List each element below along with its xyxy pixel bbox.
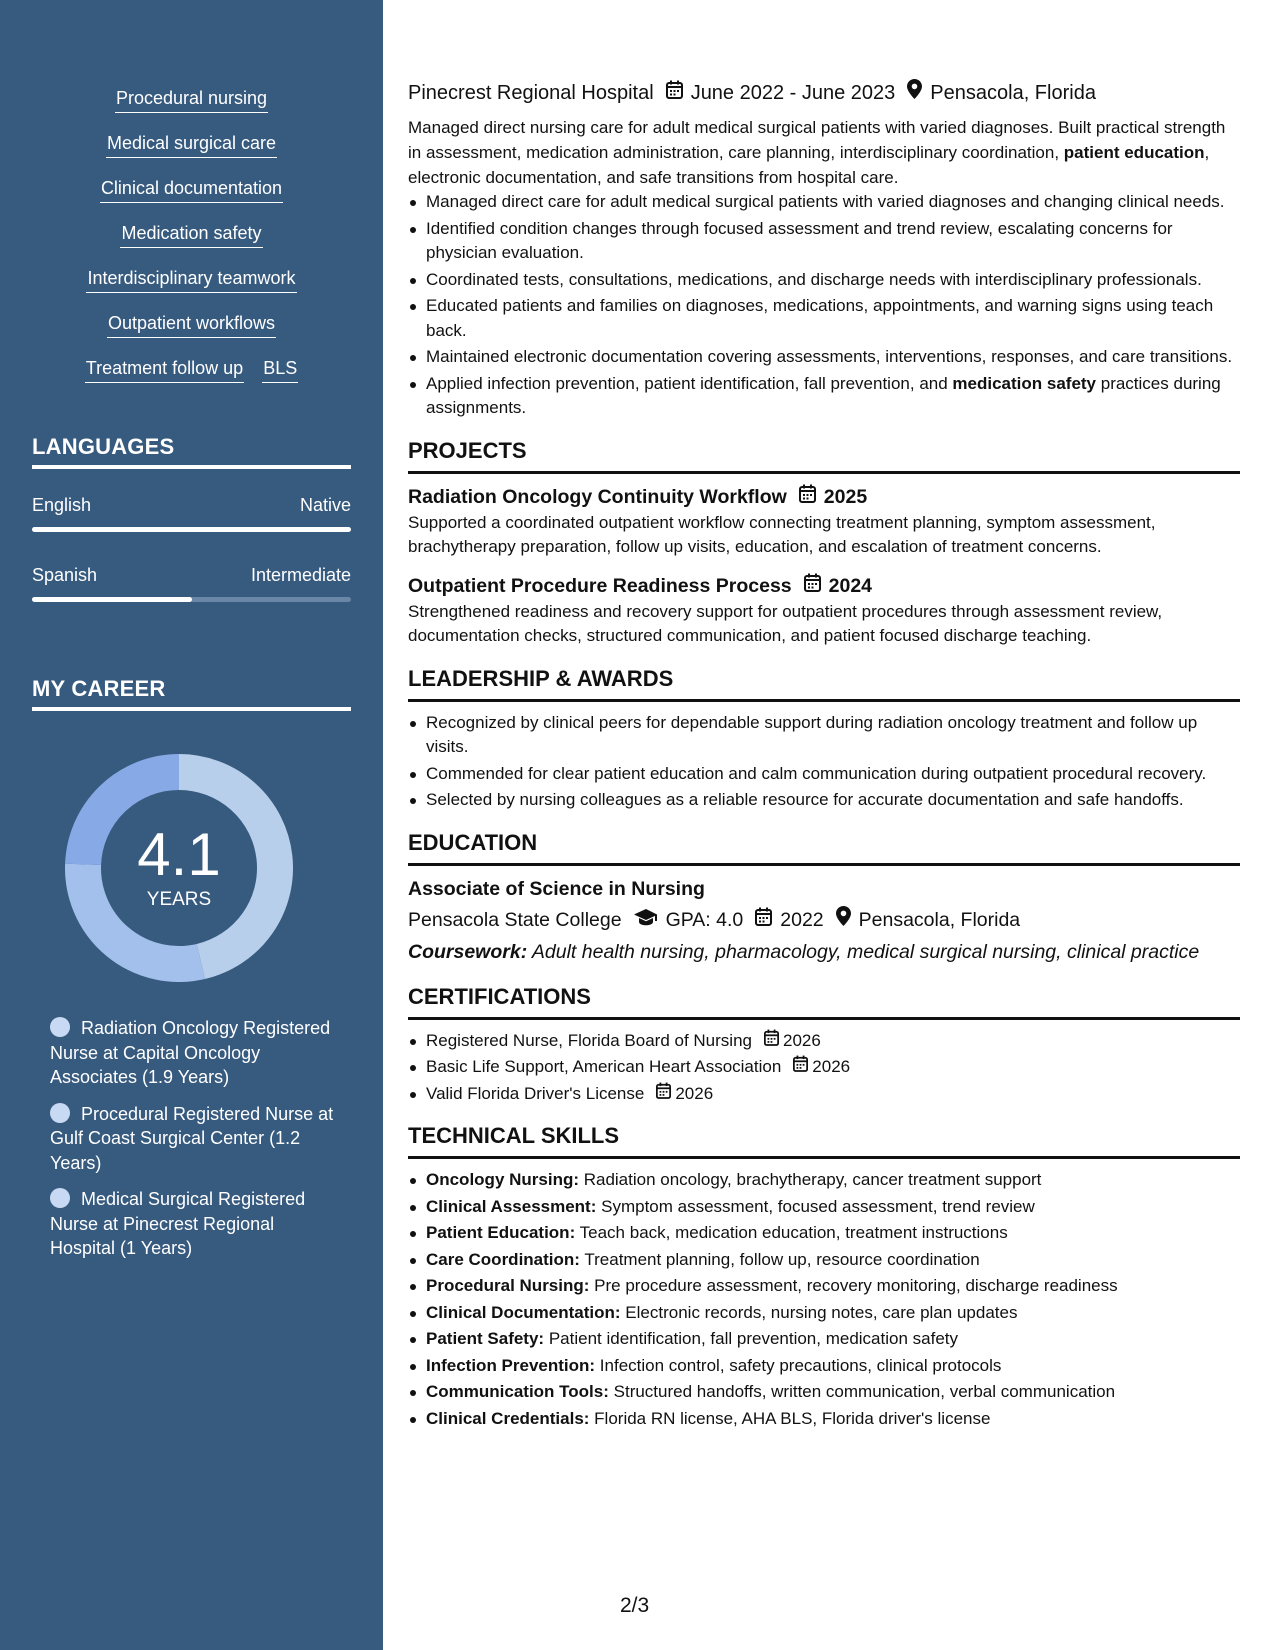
location-pin-icon xyxy=(836,905,851,935)
technical-skill-item xyxy=(408,1248,1240,1273)
certification-name: Basic Life Support, American Heart Association xyxy=(426,1057,782,1076)
technical-skills-list xyxy=(408,1168,1240,1431)
language-bar xyxy=(32,597,351,602)
skill-text: Patient identification, fall prevention, medication safety xyxy=(544,1329,958,1348)
skill-text: Pre procedure assessment, recovery monitoring, discharge readiness xyxy=(589,1276,1118,1295)
language-english xyxy=(32,492,351,532)
main-content xyxy=(408,78,1240,1433)
language-name: English xyxy=(32,495,92,515)
job-header xyxy=(408,78,1240,108)
skill-tag: Medical surgical care xyxy=(106,129,277,158)
skill-text: Radiation oncology, brachytherapy, cancer treatment support xyxy=(579,1170,1042,1189)
bullet-dot-icon xyxy=(50,1103,70,1123)
awards-heading: LEADERSHIP & AWARDS xyxy=(408,665,1240,702)
skill-label: Care Coordination: xyxy=(426,1249,580,1269)
career-item xyxy=(50,1102,340,1176)
job-bullet: Educated patients and families on diagnoses, medications, appointments, and warning signs using teach back. xyxy=(408,294,1240,343)
technical-skill-item xyxy=(408,1407,1240,1432)
certification-name: Registered Nurse, Florida Board of Nursing xyxy=(426,1030,752,1050)
certifications-list xyxy=(408,1029,1240,1107)
coursework-text: Adult health nursing, pharmacology, medical surgical nursing, clinical practice xyxy=(527,940,1200,963)
skill-tag: Procedural nursing xyxy=(115,84,268,113)
calendar-icon xyxy=(666,78,683,108)
technical-skill-item xyxy=(408,1301,1240,1326)
career-list xyxy=(50,1016,340,1273)
skill-row xyxy=(0,309,383,338)
skill-text: Symptom assessment, focused assessment, trend review xyxy=(596,1196,1035,1216)
degree: Associate of Science in Nursing xyxy=(408,877,705,900)
skill-tag: Outpatient workflows xyxy=(107,309,276,338)
education-heading: EDUCATION xyxy=(408,829,1240,866)
skill-text: Electronic records, nursing notes, care plan updates xyxy=(620,1302,1018,1322)
summary-text: , electronic documentation, and safe transitions from hospital care. xyxy=(408,143,1210,187)
language-bar-fill xyxy=(32,527,351,532)
language-level: Native xyxy=(299,495,351,515)
skill-row xyxy=(0,264,383,293)
languages-heading: LANGUAGES xyxy=(32,434,351,469)
language-spanish xyxy=(32,562,351,602)
career-donut xyxy=(65,754,293,982)
awards-list xyxy=(408,711,1240,813)
project-year: 2025 xyxy=(823,485,868,508)
project-description: Supported a coordinated outpatient workflow connecting treatment planning, symptom assessment, brachytherapy preparation, follow up visits, education, and escalation of treatment concerns. xyxy=(408,512,1156,556)
bullet-emphasis: medication safety xyxy=(952,373,1097,393)
technical-skill-item xyxy=(408,1354,1240,1379)
calendar-icon xyxy=(764,1029,779,1054)
skill-row xyxy=(0,174,383,203)
bullet-text: Applied infection prevention, patient identification, fall prevention, and xyxy=(426,373,953,393)
certification-year: 2026 xyxy=(675,1083,714,1103)
graduation-year: 2022 xyxy=(780,908,824,931)
language-bar-fill xyxy=(32,597,192,602)
education-details xyxy=(408,905,1240,935)
certification-name: Valid Florida Driver's License xyxy=(426,1083,645,1103)
project-title-row xyxy=(408,572,1240,600)
career-unit: YEARS xyxy=(146,889,212,910)
career-item-text: Procedural Registered Nurse at Gulf Coast Surgical Center (1.2 Years) xyxy=(50,1103,334,1173)
job-bullets xyxy=(408,190,1240,421)
skill-text: Infection control, safety precautions, clinical protocols xyxy=(595,1355,1002,1375)
location-pin-icon xyxy=(907,78,922,108)
certification-item xyxy=(408,1055,1240,1080)
skill-row xyxy=(0,219,383,248)
skill-row xyxy=(0,129,383,158)
donut-center xyxy=(65,754,293,982)
award-item: Recognized by clinical peers for dependable support during radiation oncology treatment and follow up visits. xyxy=(408,711,1240,760)
project-year: 2024 xyxy=(828,574,873,597)
calendar-icon xyxy=(656,1082,671,1107)
coursework-label: Coursework: xyxy=(408,940,528,963)
language-level: Intermediate xyxy=(250,565,351,585)
certification-item xyxy=(408,1082,1240,1107)
skill-text: Structured handoffs, written communication, verbal communication xyxy=(608,1382,1116,1401)
bullet-dot-icon xyxy=(50,1188,70,1208)
skill-tag: Treatment follow up xyxy=(85,354,244,383)
job-location: Pensacola, Florida xyxy=(930,82,1096,104)
award-item: Commended for clear patient education and calm communication during outpatient procedural recovery. xyxy=(408,762,1240,787)
skill-label: Patient Safety: xyxy=(426,1329,545,1348)
technical-skill-item xyxy=(408,1327,1240,1352)
page-number: 2/3 xyxy=(620,1594,650,1617)
employer: Pinecrest Regional Hospital xyxy=(408,82,654,104)
skill-text: Florida RN license, AHA BLS, Florida driver's license xyxy=(589,1408,991,1428)
job-bullet xyxy=(408,372,1240,421)
project-title: Outpatient Procedure Readiness Process xyxy=(408,574,792,597)
gpa: GPA: 4.0 xyxy=(665,908,744,931)
calendar-icon xyxy=(804,572,821,600)
skill-label: Patient Education: xyxy=(426,1223,576,1242)
coursework xyxy=(408,937,1240,967)
summary-text: Managed direct nursing care for adult medical surgical patients with varied diagnoses. Built practical strength in assessment, medication administration, care planning, interdisciplinary coordination, xyxy=(408,118,1226,162)
school-location: Pensacola, Florida xyxy=(858,908,1021,931)
calendar-icon xyxy=(799,483,816,511)
summary-emphasis: patient education xyxy=(1063,143,1205,162)
career-total: 4.1 xyxy=(137,821,221,888)
skill-row xyxy=(0,84,383,113)
sidebar xyxy=(0,0,383,1650)
technical-skill-item xyxy=(408,1168,1240,1193)
job-bullet: Managed direct care for adult medical surgical patients with varied diagnoses and changing clinical needs. xyxy=(408,190,1240,215)
job-summary xyxy=(408,115,1240,190)
language-bar xyxy=(32,527,351,532)
bullet-text: practices during assignments. xyxy=(426,373,1221,417)
certification-item xyxy=(408,1029,1240,1054)
certification-year: 2026 xyxy=(782,1030,821,1050)
technical-skill-item xyxy=(408,1274,1240,1299)
job-bullet: Coordinated tests, consultations, medications, and discharge needs with interdisciplinary professionals. xyxy=(408,268,1240,293)
award-item: Selected by nursing colleagues as a reliable resource for accurate documentation and safe handoffs. xyxy=(408,788,1240,813)
calendar-icon xyxy=(793,1055,808,1080)
calendar-icon xyxy=(755,905,772,935)
project-title-row xyxy=(408,483,1240,511)
bullet-dot-icon xyxy=(50,1017,70,1037)
career-item-text: Medical Surgical Registered Nurse at Pinecrest Regional Hospital (1 Years) xyxy=(50,1189,306,1258)
skill-label: Clinical Documentation: xyxy=(426,1302,621,1322)
technical-skill-item xyxy=(408,1380,1240,1405)
skill-text: Treatment planning, follow up, resource coordination xyxy=(579,1249,980,1269)
skill-tag: Medication safety xyxy=(120,219,262,248)
skill-label: Oncology Nursing: xyxy=(426,1170,579,1189)
skill-label: Communication Tools: xyxy=(426,1382,609,1401)
skill-row xyxy=(0,354,383,383)
language-name: Spanish xyxy=(32,565,98,585)
skill-tag: BLS xyxy=(262,354,298,383)
skill-label: Infection Prevention: xyxy=(426,1355,596,1375)
career-item-text: Radiation Oncology Registered Nurse at Capital Oncology Associates (1.9 Years) xyxy=(50,1018,331,1087)
skill-tags xyxy=(0,84,383,399)
technical-skill-item xyxy=(408,1221,1240,1246)
certifications-heading: CERTIFICATIONS xyxy=(408,983,1240,1020)
project-description: Strengthened readiness and recovery support for outpatient procedures through assessment review, documentation checks, structured communication, and patient focused discharge teaching. xyxy=(408,601,1163,645)
skill-tag: Clinical documentation xyxy=(100,174,283,203)
job-bullet: Identified condition changes through focused assessment and trend review, escalating concerns for physician evaluation. xyxy=(408,217,1240,266)
skill-label: Clinical Assessment: xyxy=(426,1196,597,1216)
skill-label: Clinical Credentials: xyxy=(426,1408,590,1428)
job-dates: June 2022 - June 2023 xyxy=(690,82,896,104)
projects-heading: PROJECTS xyxy=(408,437,1240,474)
school: Pensacola State College xyxy=(408,908,622,931)
certification-year: 2026 xyxy=(812,1057,851,1076)
job-bullet: Maintained electronic documentation covering assessments, interventions, responses, and care transitions. xyxy=(408,345,1240,370)
career-item xyxy=(50,1187,340,1261)
skill-tag: Interdisciplinary teamwork xyxy=(86,264,296,293)
career-item xyxy=(50,1016,340,1090)
skill-label: Procedural Nursing: xyxy=(426,1276,590,1295)
technical-skill-item xyxy=(408,1195,1240,1220)
career-heading: MY CAREER xyxy=(32,676,351,711)
technical-skills-heading: TECHNICAL SKILLS xyxy=(408,1122,1240,1159)
project-title: Radiation Oncology Continuity Workflow xyxy=(408,485,787,508)
skill-text: Teach back, medication education, treatment instructions xyxy=(575,1223,1008,1242)
graduation-cap-icon xyxy=(634,905,658,935)
